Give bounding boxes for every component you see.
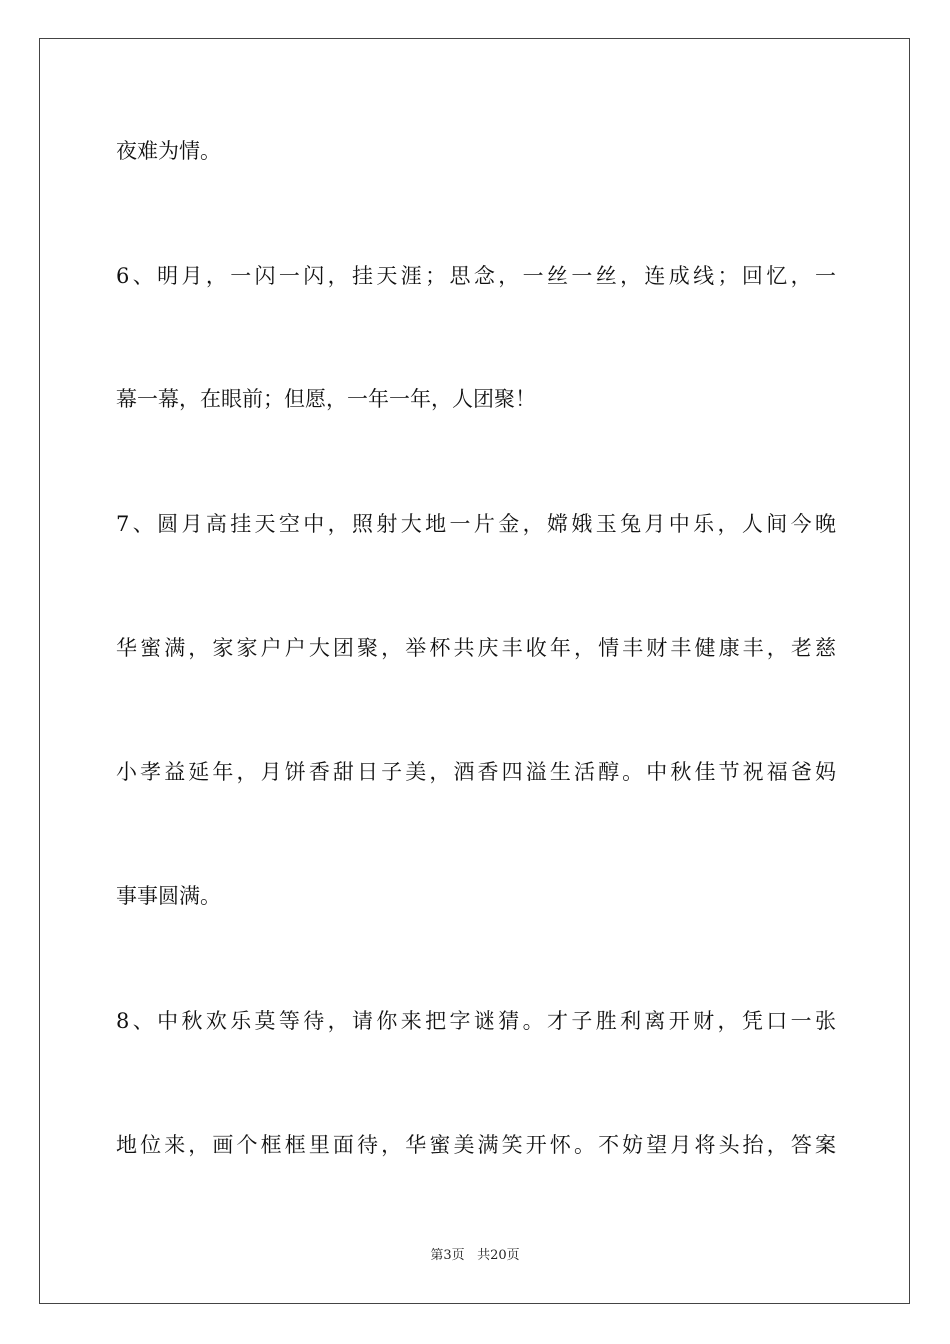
text-line-2: 6、明月，一闪一闪，挂天涯；思念，一丝一丝，连成线；回忆，一 <box>116 264 836 288</box>
text-line-4: 7、圆月高挂天空中，照射大地一片金，嫦娥玉兔月中乐，人间今晚 <box>116 512 836 536</box>
text-line-5: 华蜜满，家家户户大团聚，举杯共庆丰收年，情丰财丰健康丰，老慈 <box>116 636 836 660</box>
text-line-9: 地位来，画个框框里面待，华蜜美满笑开怀。不妨望月将头抬，答案 <box>116 1133 836 1157</box>
text-line-7: 事事圆满。 <box>116 884 221 908</box>
text-line-3: 幕一幕，在眼前；但愿，一年一年，人团聚！ <box>116 387 536 411</box>
page-footer <box>0 1247 950 1265</box>
page-number: 第3页 <box>430 1248 465 1263</box>
text-line-8: 8、中秋欢乐莫等待，请你来把字谜猜。才子胜利离开财，凭口一张 <box>116 1009 836 1033</box>
text-line-6: 小孝益延年，月饼香甜日子美，酒香四溢生活醇。中秋佳节祝福爸妈 <box>116 760 836 784</box>
page-total: 共20页 <box>477 1248 520 1263</box>
page-border <box>39 38 910 1304</box>
text-line-1: 夜难为情。 <box>116 139 221 163</box>
